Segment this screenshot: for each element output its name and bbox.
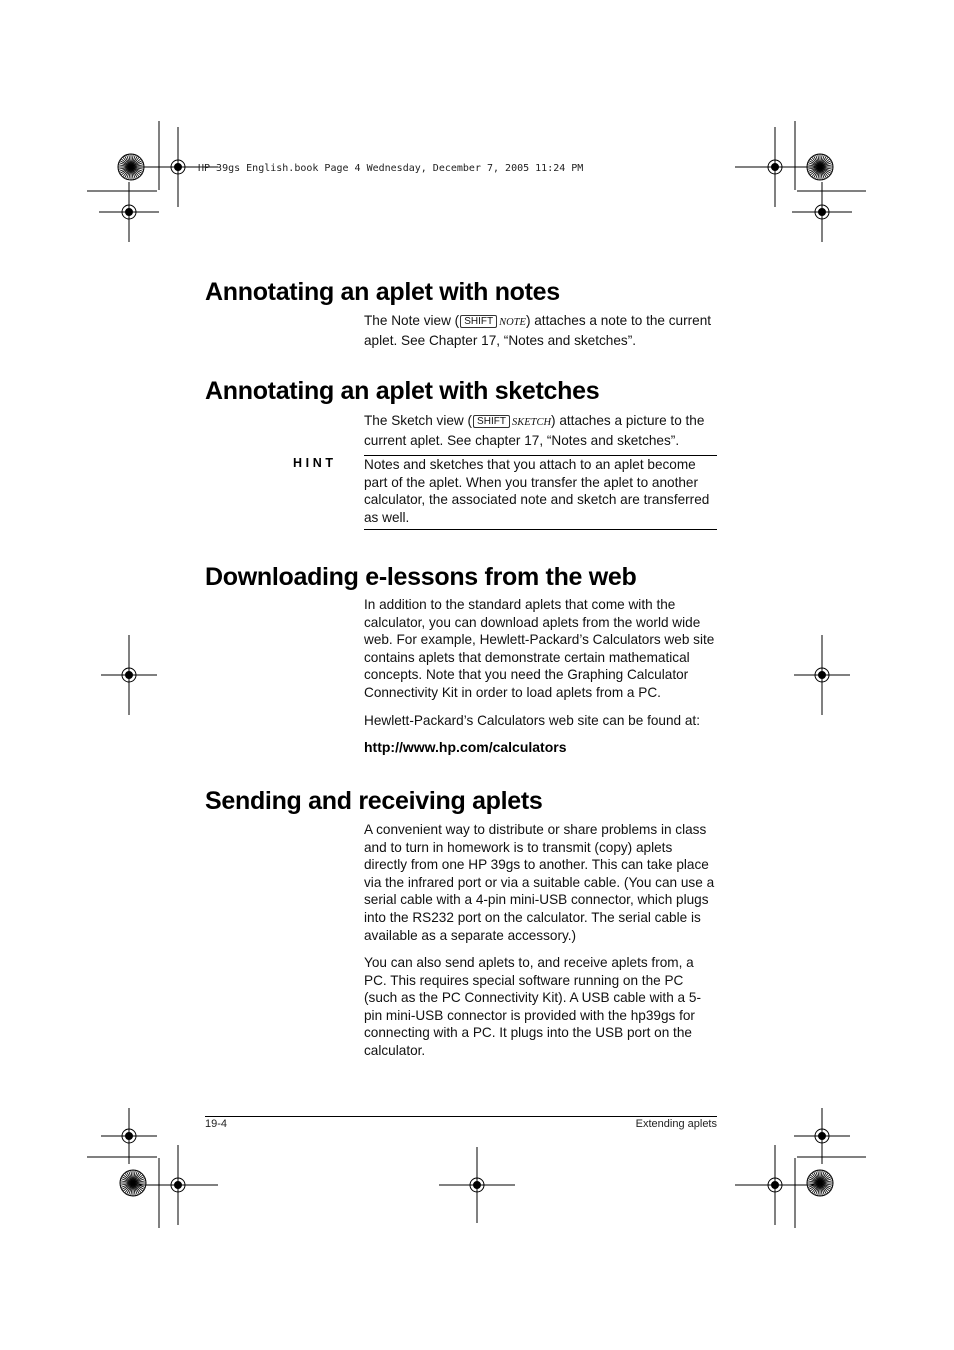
registration-dot — [819, 209, 826, 216]
note-key-label: NOTE — [499, 317, 526, 328]
registration-dot — [772, 164, 779, 171]
sketch-key-label: SKETCH — [511, 417, 552, 428]
calculators-url-link[interactable]: http://www.hp.com/calculators — [364, 739, 567, 755]
sketches-paragraph: The Sketch view ( SHIFT SKETCH) attaches a picture to the current aplet. See chapter 17, “Notes and sketches”. — [364, 413, 705, 448]
notes-paragraph: The Note view ( SHIFT NOTE) attaches a note to the current aplet. See Chapter 17, “Notes and sketches”. — [364, 313, 712, 348]
hint-label: HINT — [293, 456, 337, 470]
print-header: HP 39gs English.book Page 4 Wednesday, December 7, 2005 11:24 PM — [198, 163, 584, 174]
hint-bottom-rule — [364, 529, 717, 530]
hint-text: Notes and sketches that you attach to an aplet become part of the aplet. When you transfer the aplet to another calculator, the associated note and sketch are transferred as well. — [364, 457, 710, 525]
footer-chapter: Extending aplets — [635, 1118, 717, 1130]
footer-page-number: 19-4 — [205, 1118, 228, 1130]
registration-dot — [175, 164, 182, 171]
registration-dot — [474, 1182, 481, 1189]
registration-dot — [126, 209, 133, 216]
shift-key-icon: SHIFT — [473, 415, 510, 428]
sending-paragraph-2: You can also send aplets to, and receive aplets from, a PC. This requires special software running on the PC (such as the PC Connectivity Kit). A USB cable with a 5-pin mini-USB connector is provided with the hp39gs for connecting with a PC. It plugs into the USB port on the calculator. — [364, 955, 701, 1058]
registration-dot — [819, 1133, 826, 1140]
heading-sketches: Annotating an aplet with sketches — [205, 377, 600, 405]
elessons-paragraph-2: Hewlett-Packard’s Calculators web site can be found at: — [364, 713, 700, 728]
elessons-paragraph-1: In addition to the standard aplets that come with the calculator, you can download aplets from the world wide web. For example, Hewlett-Packard’s Calculators web site contains aplets that demonstrate certain mathematical concepts. Note that you need the Graphing Calculator Connectivity Kit in order to load aplets from a PC. — [364, 597, 715, 700]
registration-dot — [772, 1182, 779, 1189]
registration-dot — [126, 1133, 133, 1140]
sending-paragraph-1: A convenient way to distribute or share problems in class and to turn in homework is to transmit (copy) aplets directly from one HP 39gs to another. This can take place via the infrared port or via a suitable cable. (You can use a serial cable with a 4-pin mini-USB connector, which plugs into the RS232 port on the calculator. The serial cable is available as a separate accessory.) — [364, 822, 715, 943]
registration-dot — [175, 1182, 182, 1189]
shift-key-icon: SHIFT — [460, 315, 497, 328]
heading-elessons: Downloading e-lessons from the web — [205, 563, 637, 591]
heading-notes: Annotating an aplet with notes — [205, 278, 560, 306]
heading-sending: Sending and receiving aplets — [205, 787, 543, 815]
footer-rule — [205, 1116, 717, 1117]
